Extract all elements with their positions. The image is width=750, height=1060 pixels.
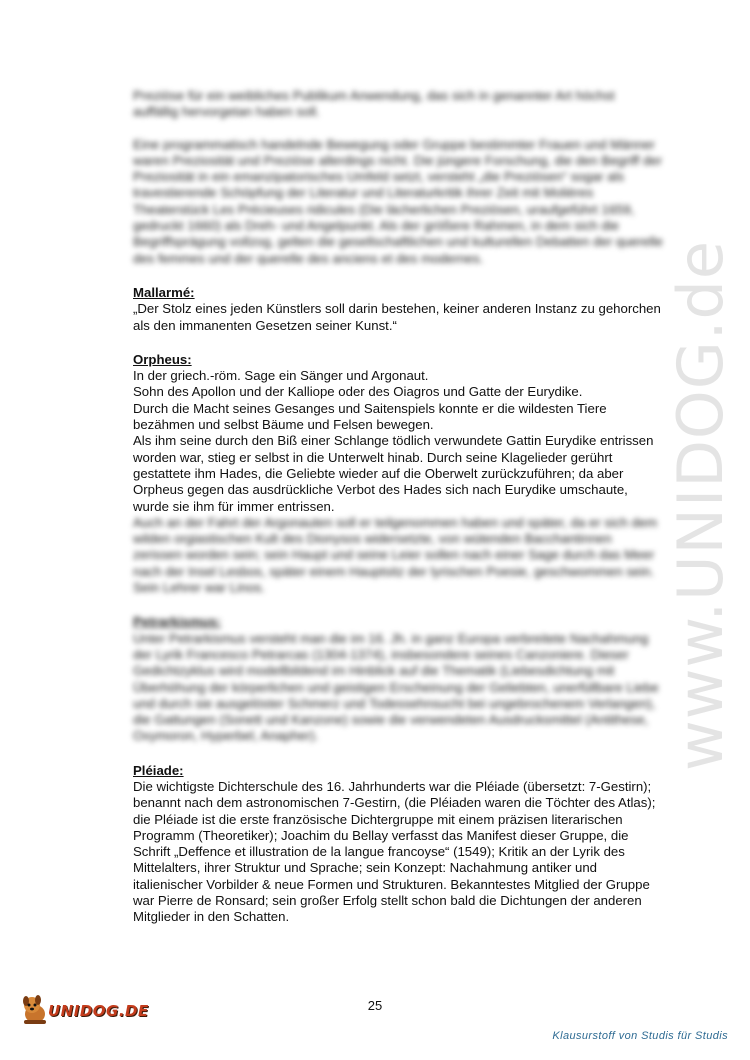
orpheus-line: Sohn des Apollon und der Kalliope oder des Oiagros und Gatte der Eurydike. [133,384,583,400]
orpheus-line: In der griech.-röm. Sage ein Sänger und Argonaut. [133,368,429,384]
orpheus-line: Durch die Macht seines Gesanges und Saitenspiels konnte er die wildesten Tiere bezähmen und selbst Bäume und Felsen bewegen. [133,400,607,433]
orpheus-blurred-last: Sein Lehrer war Linos. [133,580,265,596]
heading-mallarme: Mallarmé: [133,284,195,300]
blurred-intro [133,88,663,267]
logo-text: UNIDOG.DE [48,1002,149,1020]
section-petrarkismus [133,614,663,744]
petrarkismus-text: Unter Petrarkismus versteht man die im 16. Jh. in ganz Europa verbreitete Nachahmung der Lyrik Francesco Petrarcas (1304-1374), insbesondere seines Canzoniere. Dieser Gedichtzyklus wird modellbildend im Hinblick auf die Thematik (Liebesdichtung mit Überhöhung der körperlichen und geistigen Erscheinung der Geliebten, unerfüllbare Liebe und durch sie ausgelöster Schmerz und Todessehnsucht bei ungebrochenem Verlangen), die Gattungen (Sonett und Kanzone) sowie die verwendeten Ausdrucksmittel (Antithese, Oxymoron, Hyperbel, Anapher). [133,630,659,744]
dog-icon [18,992,52,1026]
mallarme-quote: „Der Stolz eines jeden Künstlers soll darin bestehen, keiner anderen Instanz zu gehorchen als den immanenten Gesetzen seiner Kunst.“ [133,301,661,333]
section-mallarme [133,285,663,334]
orpheus-line: Als ihm seine durch den Biß einer Schlange tödlich verwundete Gattin Eurydike entrissen worden war, stieg er selbst in die Unterwelt hinab. Durch seine Klagelieder gerührt gestattete ihm Hades, die Geliebte wieder auf die Oberwelt zurückzuführen; da aber Orpheus gegen das ausdrückliche Verbot des Hades sich nach Eurydike umschaute, wurde sie ihm für immer entrissen. [133,433,654,514]
heading-orpheus: Orpheus: [133,351,192,367]
section-pleiade [133,763,663,926]
intro-paragraph-2: Eine programmatisch handelnde Bewegung oder Gruppe bestimmter Frauen und Männer waren Preziosität und Preziöse allerdings nicht. Die jüngere Forschung, die den Begriff der Preziosität in ein emanzipatorisches Umfeld setzt, versteht „die Preziösen“ sogar als travestierende Schöpfung der Literatur und Literaturkritik ihrer Zeit mit Molières Theaterstück Les Précieuses ridicules (Die lächerlichen Preziösen, uraufgeführt 1659, gedruckt 1660) als Dreh- und Angelpunkt. Als der größere Rahmen, in dem sich die Begriffsprägung vollzog, gelten die gesellschaftlichen und kulturellen Debatten der querelle des femmes und der querelle des anciens et des modernes. [133,136,663,266]
orpheus-blurred [133,515,663,596]
section-orpheus [133,352,663,596]
watermark-text: www.UNIDOG.de [663,239,737,771]
pleiade-text: Die wichtigste Dichterschule des 16. Jahrhunderts war die Pléiade (übersetzt: 7-Gestirn); benannt nach dem astronomischen 7-Gestirn, (die Pléiaden waren die Töchter des Atlas); die Pléiade ist die erste französische Dichtergruppe mit einem präzisen literarischen Programm (Theoretiker); Joachim du Bellay verfasst das Manifest dieser Gruppe, die Schrift „Deffence et illustration de la langue francoyse“ (1549); Kritik an der Lyrik des Mittelalters, ihrer Struktur und Sprache; sein Konzept: Nachahmung antiker und italienischer Vorbilder & neue Formen und Strukturen. Bekanntestes Mitglied der Gruppe war Pierre de Ronsard; sein großer Erfolg stellt schon bald die Dichtungen der anderen Mitglieder in den Schatten. [133,778,656,925]
footer-tagline: Klausurstoff von Studis für Studis [552,1030,728,1042]
heading-pleiade: Pléiade: [133,762,184,778]
orpheus-blurred-text: Auch an der Fahrt der Argonauten soll er teilgenommen haben und später, da er sich dem wilden orgiastischen Kult des Dionysos widersetzte, von wütenden Bacchantinnen zerissen worden sein; sein Haupt und seine Leier sollen nach einer Sage durch das Meer nach der Insel Lesbos, später einem Hauptsitz der lyrischen Poesie, geschwommen sein. [133,514,658,579]
heading-petrarkismus: Petrarkismus: [133,614,221,630]
page-content [133,88,663,926]
unidog-logo [18,990,158,1030]
intro-paragraph-1: Preziöse für ein weibliches Publikum Anwendung, das sich in genannter Art höchst auffällig hervorgetan haben soll. [133,88,615,120]
page-number: 25 [367,998,383,1013]
watermark [660,239,740,771]
